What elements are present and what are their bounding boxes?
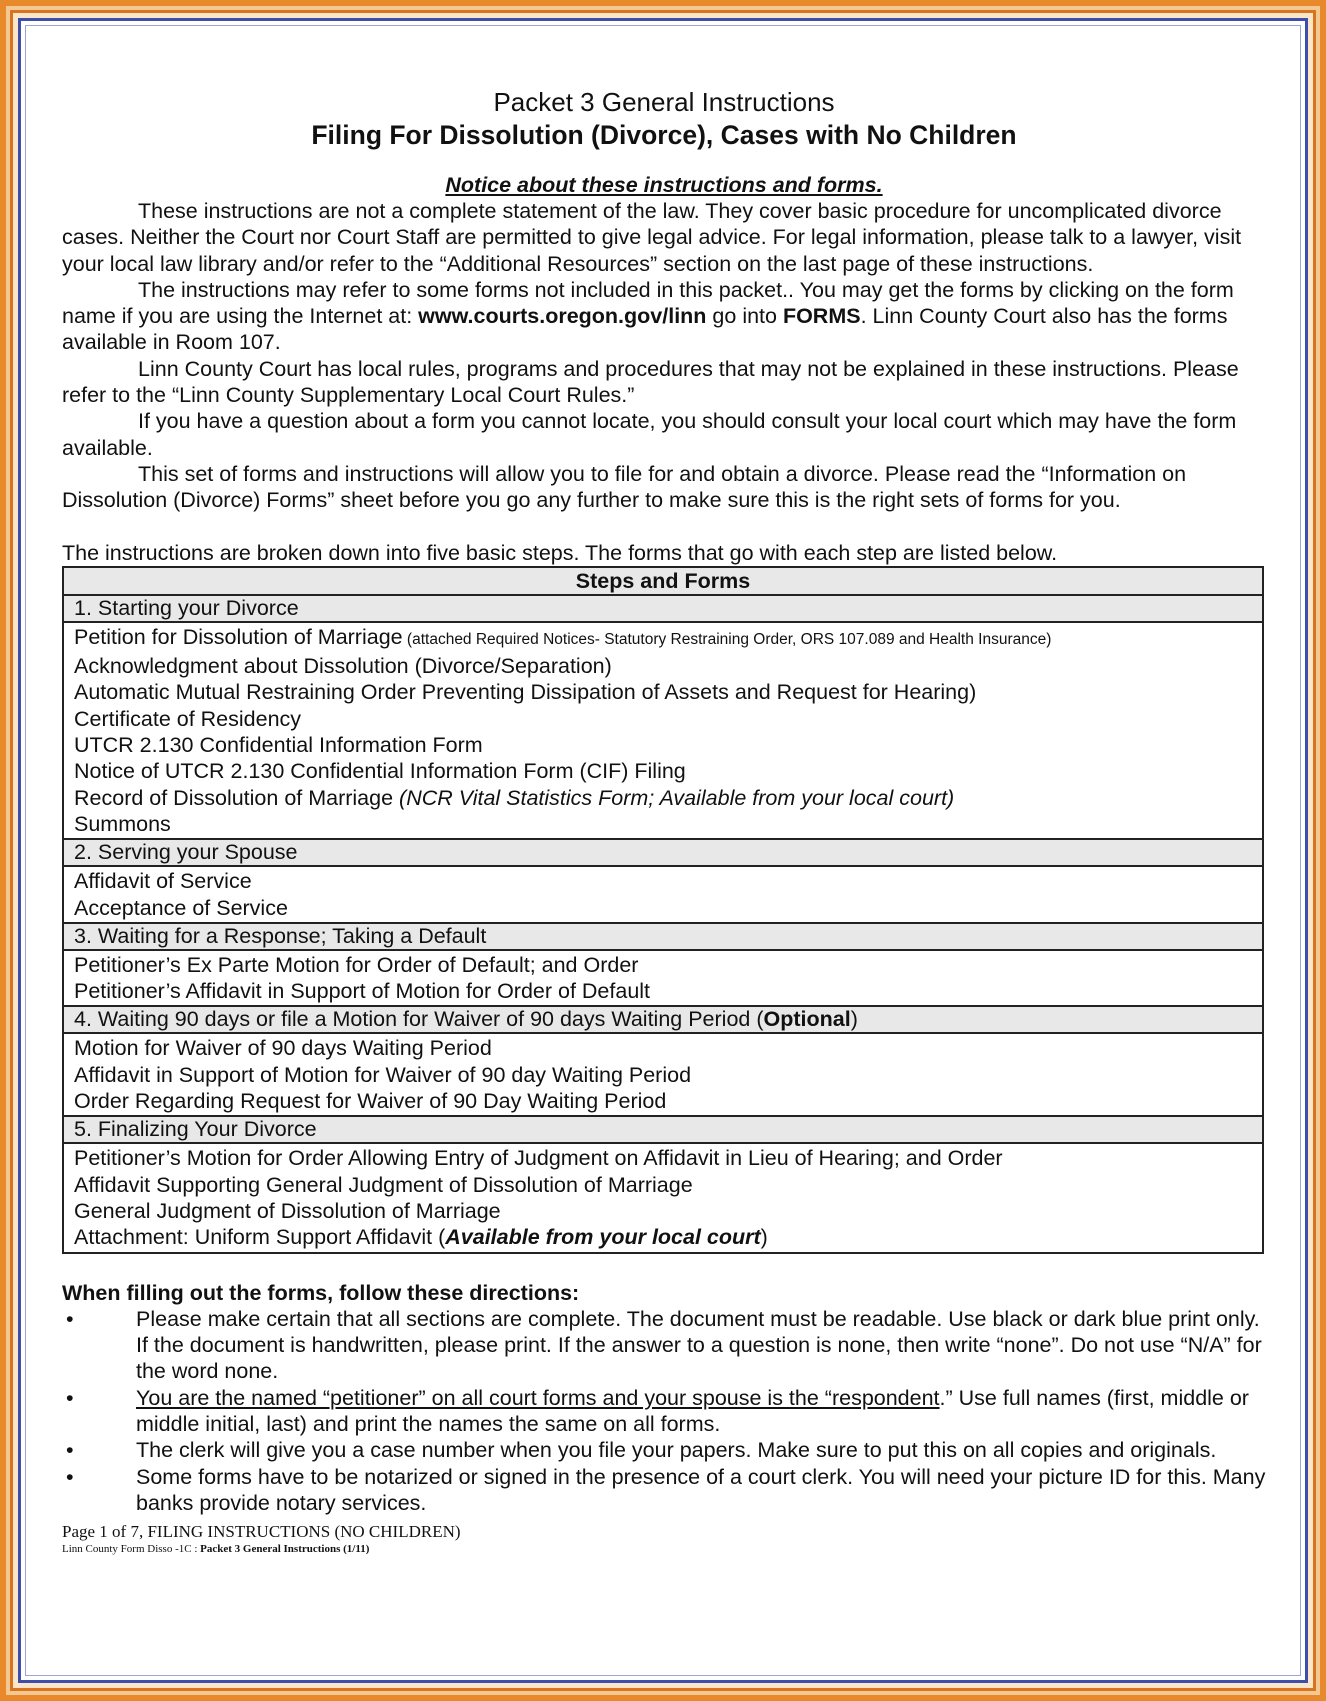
form-item: Affidavit in Support of Motion for Waiver of 90 day Waiting Period <box>74 1062 692 1087</box>
notice-paragraph-3: Linn County Court has local rules, programs and procedures that may not be explained in these instructions. Please refer to the “Linn County Supplementary Local Court Rules.” <box>62 356 1239 408</box>
form-item <box>74 624 1252 653</box>
step-row <box>63 923 1263 950</box>
step-forms-row <box>63 622 1263 839</box>
text: The instructions may refer to some forms not included in this packet.. You may get the forms by clicking on the form name if you are using the Internet at: <box>62 277 1234 329</box>
notice-paragraph-1: These instructions are not a complete statement of the law. They cover basic procedure for uncomplicated divorce cases. Neither the Court nor Court Staff are permitted to give legal advice. For legal information, please talk to a lawyer, visit your local law library and/or refer to the “Additional Resources” section on the last page of these instructions. <box>62 199 1242 276</box>
step-1-title: 1. Starting your Divorce <box>63 595 1263 622</box>
step-3-title: 3. Waiting for a Response; Taking a Default <box>63 923 1263 950</box>
step-forms-row <box>63 1143 1263 1252</box>
forms-label: FORMS <box>782 304 861 329</box>
step-row <box>63 1116 1263 1143</box>
optional-label: Optional <box>763 1007 851 1032</box>
step-3-forms <box>63 950 1263 1007</box>
text: . Linn County Court also has the forms available in Room 107. <box>62 304 1228 355</box>
form-item: Summons <box>74 811 171 836</box>
bullet-icon: • <box>66 1306 74 1331</box>
step-1-forms <box>63 622 1263 839</box>
form-item: Automatic Mutual Restraining Order Preventing Dissipation of Assets and Request for Hearing) <box>74 680 977 705</box>
step-forms-row <box>63 866 1263 923</box>
notice-heading: Notice about these instructions and forms. <box>445 173 883 197</box>
packet-title: Packet 3 General Instructions <box>493 87 835 117</box>
step-4-forms <box>63 1033 1263 1116</box>
direction-text: Some forms have to be notarized or signed in the presence of a court clerk. You will need your picture ID for this. Many banks provide notary services. <box>136 1464 1266 1515</box>
step-row <box>63 839 1263 866</box>
form-note: (NCR Vital Statistics Form; Available from your local court) <box>399 785 955 810</box>
form-item: Affidavit of Service <box>74 869 252 894</box>
step-2-title: 2. Serving your Spouse <box>63 839 1263 866</box>
text: go into <box>706 304 783 329</box>
step-row <box>63 595 1263 622</box>
form-item <box>74 1224 1252 1250</box>
form-item: Affidavit Supporting General Judgment of Dissolution of Marriage <box>74 1172 693 1197</box>
form-item: Motion for Waiver of 90 days Waiting Period <box>74 1036 492 1061</box>
bullet-icon: • <box>66 1385 74 1410</box>
court-website-link[interactable]: www.courts.oregon.gov/linn <box>418 304 707 329</box>
step-forms-row <box>63 1033 1263 1116</box>
notice-paragraph-4: If you have a question about a form you cannot locate, you should consult your local court which may have the form available. <box>62 409 1237 460</box>
directions-title: When filling out the forms, follow these directions: <box>62 1280 580 1305</box>
document-title: Filing For Dissolution (Divorce), Cases with No Children <box>311 120 1017 150</box>
text: 4. Waiting 90 days or file a Motion for Waiver of 90 days Waiting Period ( <box>74 1007 764 1032</box>
form-name: Record of Dissolution of Marriage <box>74 785 400 810</box>
step-5-forms <box>63 1143 1263 1252</box>
direction-text: Please make certain that all sections are complete. The document must be readable. Use black or dark blue print only. If the document is handwritten, please print. If the answer to a question is none, then write “none”. Do not use “N/A” for the word none. <box>136 1306 1262 1384</box>
steps-intro: The instructions are broken down into five basic steps. The forms that go with each step are listed below. <box>62 540 1058 565</box>
form-id-footer <box>62 1542 1266 1556</box>
form-item: Acknowledgment about Dissolution (Divorce/Separation) <box>74 654 612 679</box>
form-name: Petition for Dissolution of Marriage <box>74 624 403 649</box>
direction-text <box>136 1385 1266 1438</box>
list-item <box>62 1306 1266 1385</box>
list-item <box>62 1437 1266 1463</box>
form-item <box>74 785 1252 811</box>
form-item: Order Regarding Request for Waiver of 90 Day Waiting Period <box>74 1089 667 1114</box>
text: Linn County Form Disso -1C : <box>62 1543 201 1556</box>
form-item: Petitioner’s Ex Parte Motion for Order of Default; and Order <box>74 952 639 977</box>
list-item <box>62 1385 1266 1438</box>
text: ) <box>760 1225 768 1250</box>
table-header: Steps and Forms <box>63 567 1263 595</box>
notice-paragraph-2 <box>62 277 1266 356</box>
packet-id: Packet 3 General Instructions (1/11) <box>200 1543 370 1556</box>
step-2-forms <box>63 866 1263 923</box>
bullet-icon: • <box>66 1464 74 1489</box>
spacer <box>62 514 1266 540</box>
text: ) <box>850 1007 858 1032</box>
document-page <box>62 86 1266 1556</box>
form-item: Petitioner’s Motion for Order Allowing Entry of Judgment on Affidavit in Lieu of Hearing; and Order <box>74 1146 1003 1171</box>
form-item: Petitioner’s Affidavit in Support of Motion for Order of Default <box>74 979 651 1004</box>
form-item: Acceptance of Service <box>74 895 288 920</box>
form-note: (attached Required Notices- Statutory Restraining Order, ORS 107.089 and Health Insurance) <box>402 630 1052 648</box>
steps-and-forms-table <box>62 566 1264 1254</box>
bullet-icon: • <box>66 1438 74 1463</box>
form-item: Certificate of Residency <box>74 706 302 731</box>
form-item: General Judgment of Dissolution of Marriage <box>74 1198 501 1223</box>
text: Attachment: Uniform Support Affidavit ( <box>74 1225 446 1250</box>
step-4-title <box>63 1006 1263 1033</box>
step-forms-row <box>63 950 1263 1007</box>
form-item: Notice of UTCR 2.130 Confidential Information Form (CIF) Filing <box>74 759 686 784</box>
table-header-row <box>63 567 1263 595</box>
form-item: UTCR 2.130 Confidential Information Form <box>74 733 483 758</box>
step-5-title: 5. Finalizing Your Divorce <box>63 1116 1263 1143</box>
text: .” Use full names (first, middle or middle initial, last) and print the names the same on all forms. <box>136 1385 1249 1436</box>
availability-note: Available from your local court <box>445 1225 761 1250</box>
notice-paragraph-5: This set of forms and instructions will allow you to file for and obtain a divorce. Please read the “Information on Dissolution (Divorce) Forms” sheet before you go any further to make sure this is the right sets of forms for you. <box>62 461 1187 513</box>
underlined-text: You are the named “petitioner” on all court forms and your spouse is the “respondent <box>136 1385 940 1410</box>
list-item <box>62 1464 1266 1517</box>
page-footer: Page 1 of 7, FILING INSTRUCTIONS (NO CHILDREN) <box>62 1522 461 1542</box>
direction-text: The clerk will give you a case number when you file your papers. Make sure to put this on all copies and originals. <box>136 1438 1217 1463</box>
step-row <box>63 1006 1263 1033</box>
